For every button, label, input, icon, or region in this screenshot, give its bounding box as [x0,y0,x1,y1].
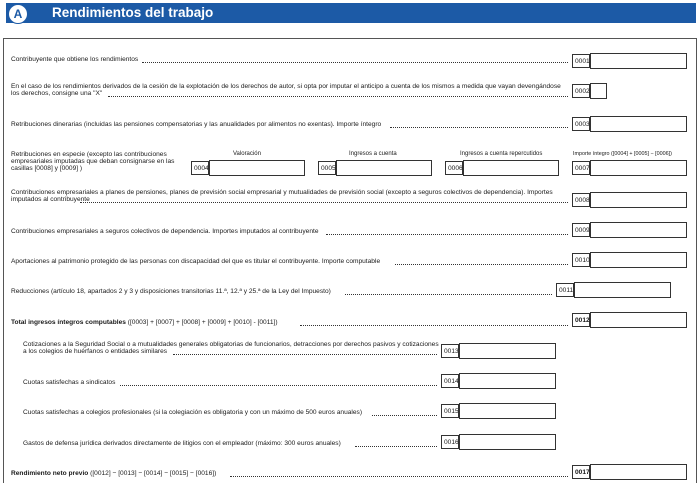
code-0005: 0005 [318,161,336,175]
field-0013[interactable] [459,343,556,359]
row-0003-label: Retribuciones dinerarias (incluidas las pensiones compensatorias y las anualidades por alimentos no exentas). Importe íntegro [11,121,382,128]
col-header-valoracion: Valoración [233,151,261,157]
leader-dots [80,202,568,203]
code-0016: 0016 [441,435,459,449]
field-0011[interactable] [574,282,671,298]
field-0008[interactable] [590,192,687,208]
row-0016-label: Gastos de defensa jurídica derivados directamente de litigios con el empleador (máximo: 300 euros anuales) [23,440,341,447]
code-0010: 0010 [572,253,590,267]
code-0007: 0007 [572,161,590,175]
leader-dots [390,127,568,128]
leader-dots [108,96,568,97]
field-0006[interactable] [463,160,559,176]
field-0005[interactable] [336,160,432,176]
code-0015: 0015 [441,404,459,418]
row-0008-label-line1: Contribuciones empresariales a planes de pensiones, planes de previsión social empresarial y mutualidades de previsión social (excepto a seguros colectivos de dependencia). Importes [11,189,553,196]
row-0017-label [11,470,216,477]
col-header-ingresos-cuenta: Ingresos a cuenta [349,151,397,157]
row-0014-label: Cuotas satisfechas a sindicatos [23,379,116,386]
row-0002-label-line1: En el caso de los rendimientos derivados de la cesión de la explotación de los derechos de autor, si opta por imputar el anticipo a cuenta de los mismos a medida que vayan devengándose [11,83,561,90]
code-0002: 0002 [572,84,590,98]
field-0007[interactable] [590,160,687,176]
row-0012-label-bold: Total ingresos íntegros computables [11,319,126,326]
row-0004-label-line1: Retribuciones en especie (excepto las contribuciones [11,151,167,158]
code-0017: 0017 [572,465,590,479]
field-0009[interactable] [590,222,687,238]
field-0003[interactable] [590,116,687,132]
col-header-importe-integro: Importe íntegro ([0004] + [0005] − [0006]) [573,151,672,157]
field-0017[interactable] [590,464,687,480]
leader-dots [395,264,568,265]
row-0009-label: Contribuciones empresariales a seguros colectivos de dependencia. Importes imputados al contribuyente [11,228,319,235]
leader-dots [345,294,552,295]
field-0014[interactable] [459,373,556,389]
leader-dots [142,62,568,63]
field-0001[interactable] [590,53,687,69]
row-0017-label-formula: ([0012] − [0013] − [0014] − [0015] − [0016]) [90,470,217,477]
section-header [0,0,700,28]
leader-dots [230,476,568,477]
code-0003: 0003 [572,117,590,131]
field-0004[interactable] [209,160,305,176]
row-0001-label: Contribuyente que obtiene los rendimientos [11,56,139,63]
leader-dots [355,446,437,447]
code-0013: 0013 [441,344,459,358]
code-0004: 0004 [191,161,209,175]
row-0010-label: Aportaciones al patrimonio protegido de las personas con discapacidad del que es titular el contribuyente. Importe computable [11,258,381,265]
section-letter-badge: A [8,4,28,24]
code-0008: 0008 [572,193,590,207]
row-0002-label-line2: los derechos, consigne una "X" [11,90,103,97]
row-0013-label-line1: Cotizaciones a la Seguridad Social o a mutualidades generales obligatorias de funcionarios, detracciones por derechos pasivos y cotizaciones [23,341,439,348]
row-0004-label-line2: empresariales imputadas que deban consignarse en las [11,158,175,165]
row-0013-label-line2: a los colegios de huérfanos o entidades similares [23,348,168,355]
leader-dots [372,415,437,416]
code-0006: 0006 [445,161,463,175]
field-0010[interactable] [590,252,687,268]
row-0017-label-bold: Rendimiento neto previo [11,470,89,477]
section-title: Rendimientos del trabajo [52,5,214,20]
row-0008-label-line2: imputados al contribuyente [11,196,90,203]
code-0014: 0014 [441,374,459,388]
field-0016[interactable] [459,434,556,450]
row-0012-label [11,319,278,326]
row-0011-label: Reducciones (artículo 18, apartados 2 y 3 y disposiciones transitorias 11.ª, 12.ª y 25.ª de la Ley del Impuesto) [11,288,331,295]
code-0011: 0011 [556,283,574,297]
leader-dots [326,234,568,235]
row-0004-label-line3: casillas [0008] y [0009] ) [11,165,83,172]
code-0009: 0009 [572,223,590,237]
checkbox-0002[interactable] [590,83,607,99]
field-0015[interactable] [459,403,556,419]
col-header-ingresos-repercutidos: Ingresos a cuenta repercutidos [460,151,543,157]
leader-dots [173,354,437,355]
leader-dots [300,325,568,326]
leader-dots [120,385,437,386]
row-0015-label: Cuotas satisfechas a colegios profesionales (si la colegiación es obligatoria y con un máximo de 500 euros anuales) [23,409,363,416]
code-0001: 0001 [572,54,590,68]
code-0012: 0012 [572,313,590,327]
field-0012[interactable] [590,312,687,328]
row-0012-label-formula: ([0003] + [0007] + [0008] + [0009] + [0010] - [0011]) [127,319,278,326]
